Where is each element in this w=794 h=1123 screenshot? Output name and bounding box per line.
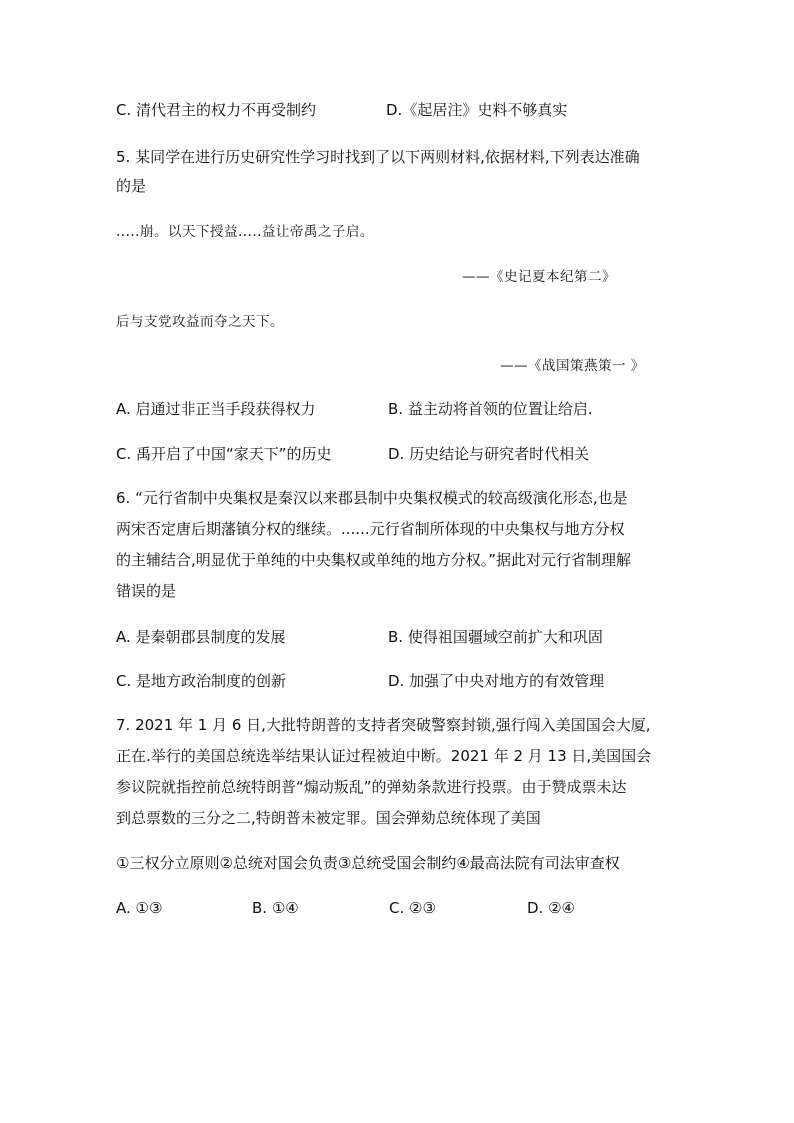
q5-option-b: B. 益主动将首领的位置让给启. <box>388 400 593 418</box>
q7-option-d: D. ②④ <box>527 899 575 917</box>
q7-stem-line2: 正在.举行的美国总统选举结果认证过程被迫中断。2021 年 2 月 13 日,美国国会 <box>116 747 652 765</box>
q5-stem-line2: 的是 <box>116 177 147 195</box>
q6-stem-line3: 的主辅结合,明显优于单纯的中央集权或单纯的地方分权。”据此对元行省制理解 <box>116 551 632 569</box>
q5-option-d: D. 历史结论与研究者时代相关 <box>388 445 590 463</box>
q7-option-b: B. ①④ <box>252 899 299 917</box>
q5-option-a: A. 启通过非正当手段获得权力 <box>116 400 316 418</box>
q6-stem-line4: 错误的是 <box>116 582 177 600</box>
q7-option-c: C. ②③ <box>389 899 436 917</box>
q4-option-c: C. 清代君主的权力不再受制约 <box>116 101 317 119</box>
q5-material-2: 后与支党攻益而夺之天下。 <box>116 314 284 330</box>
q4-option-d: D.《起居注》史料不够真实 <box>386 101 568 119</box>
q6-option-c: C. 是地方政治制度的创新 <box>116 672 287 690</box>
q5-source-2: ——《战国策燕策一 》 <box>500 358 645 374</box>
q5-source-1: ——《史记夏本纪第二》 <box>462 269 616 285</box>
q5-stem-line1: 5. 某同学在进行历史研究性学习时找到了以下两则材料,依据材料,下列表达准确 <box>116 148 640 166</box>
q7-stem-line3: 参议院就指控前总统特朗普“煽动叛乱”的弹劾条款进行投票。由于赞成票未达 <box>116 778 627 796</box>
q6-stem-line1: 6. “元行省制中央集权是秦汉以来郡县制中央集权模式的较高级演化形态,也是 <box>116 489 628 507</box>
q6-stem-line2: 两宋否定唐后期藩镇分权的继续。......元行省制所体现的中央集权与地方分权 <box>116 520 625 538</box>
q5-material-1: .....崩。以天下授益.....益让帝禹之子启。 <box>116 224 374 240</box>
q5-option-c: C. 禹开启了中国“家天下”的历史 <box>116 445 332 463</box>
q7-stem-line4: 到总票数的三分之二,特朗普未被定罪。国会弹劾总统体现了美国 <box>116 809 541 827</box>
q6-option-b: B. 使得祖国疆域空前扩大和巩固 <box>388 628 603 646</box>
q6-option-d: D. 加强了中央对地方的有效管理 <box>388 672 605 690</box>
q7-items: ①三权分立原则②总统对国会负责③总统受国会制约④最高法院有司法审查权 <box>116 854 620 872</box>
q7-stem-line1: 7. 2021 年 1 月 6 日,大批特朗普的支持者突破警察封锁,强行闯入美国国会大厦, <box>116 716 651 734</box>
q6-option-a: A. 是秦朝郡县制度的发展 <box>116 628 286 646</box>
q7-option-a: A. ①③ <box>116 899 163 917</box>
